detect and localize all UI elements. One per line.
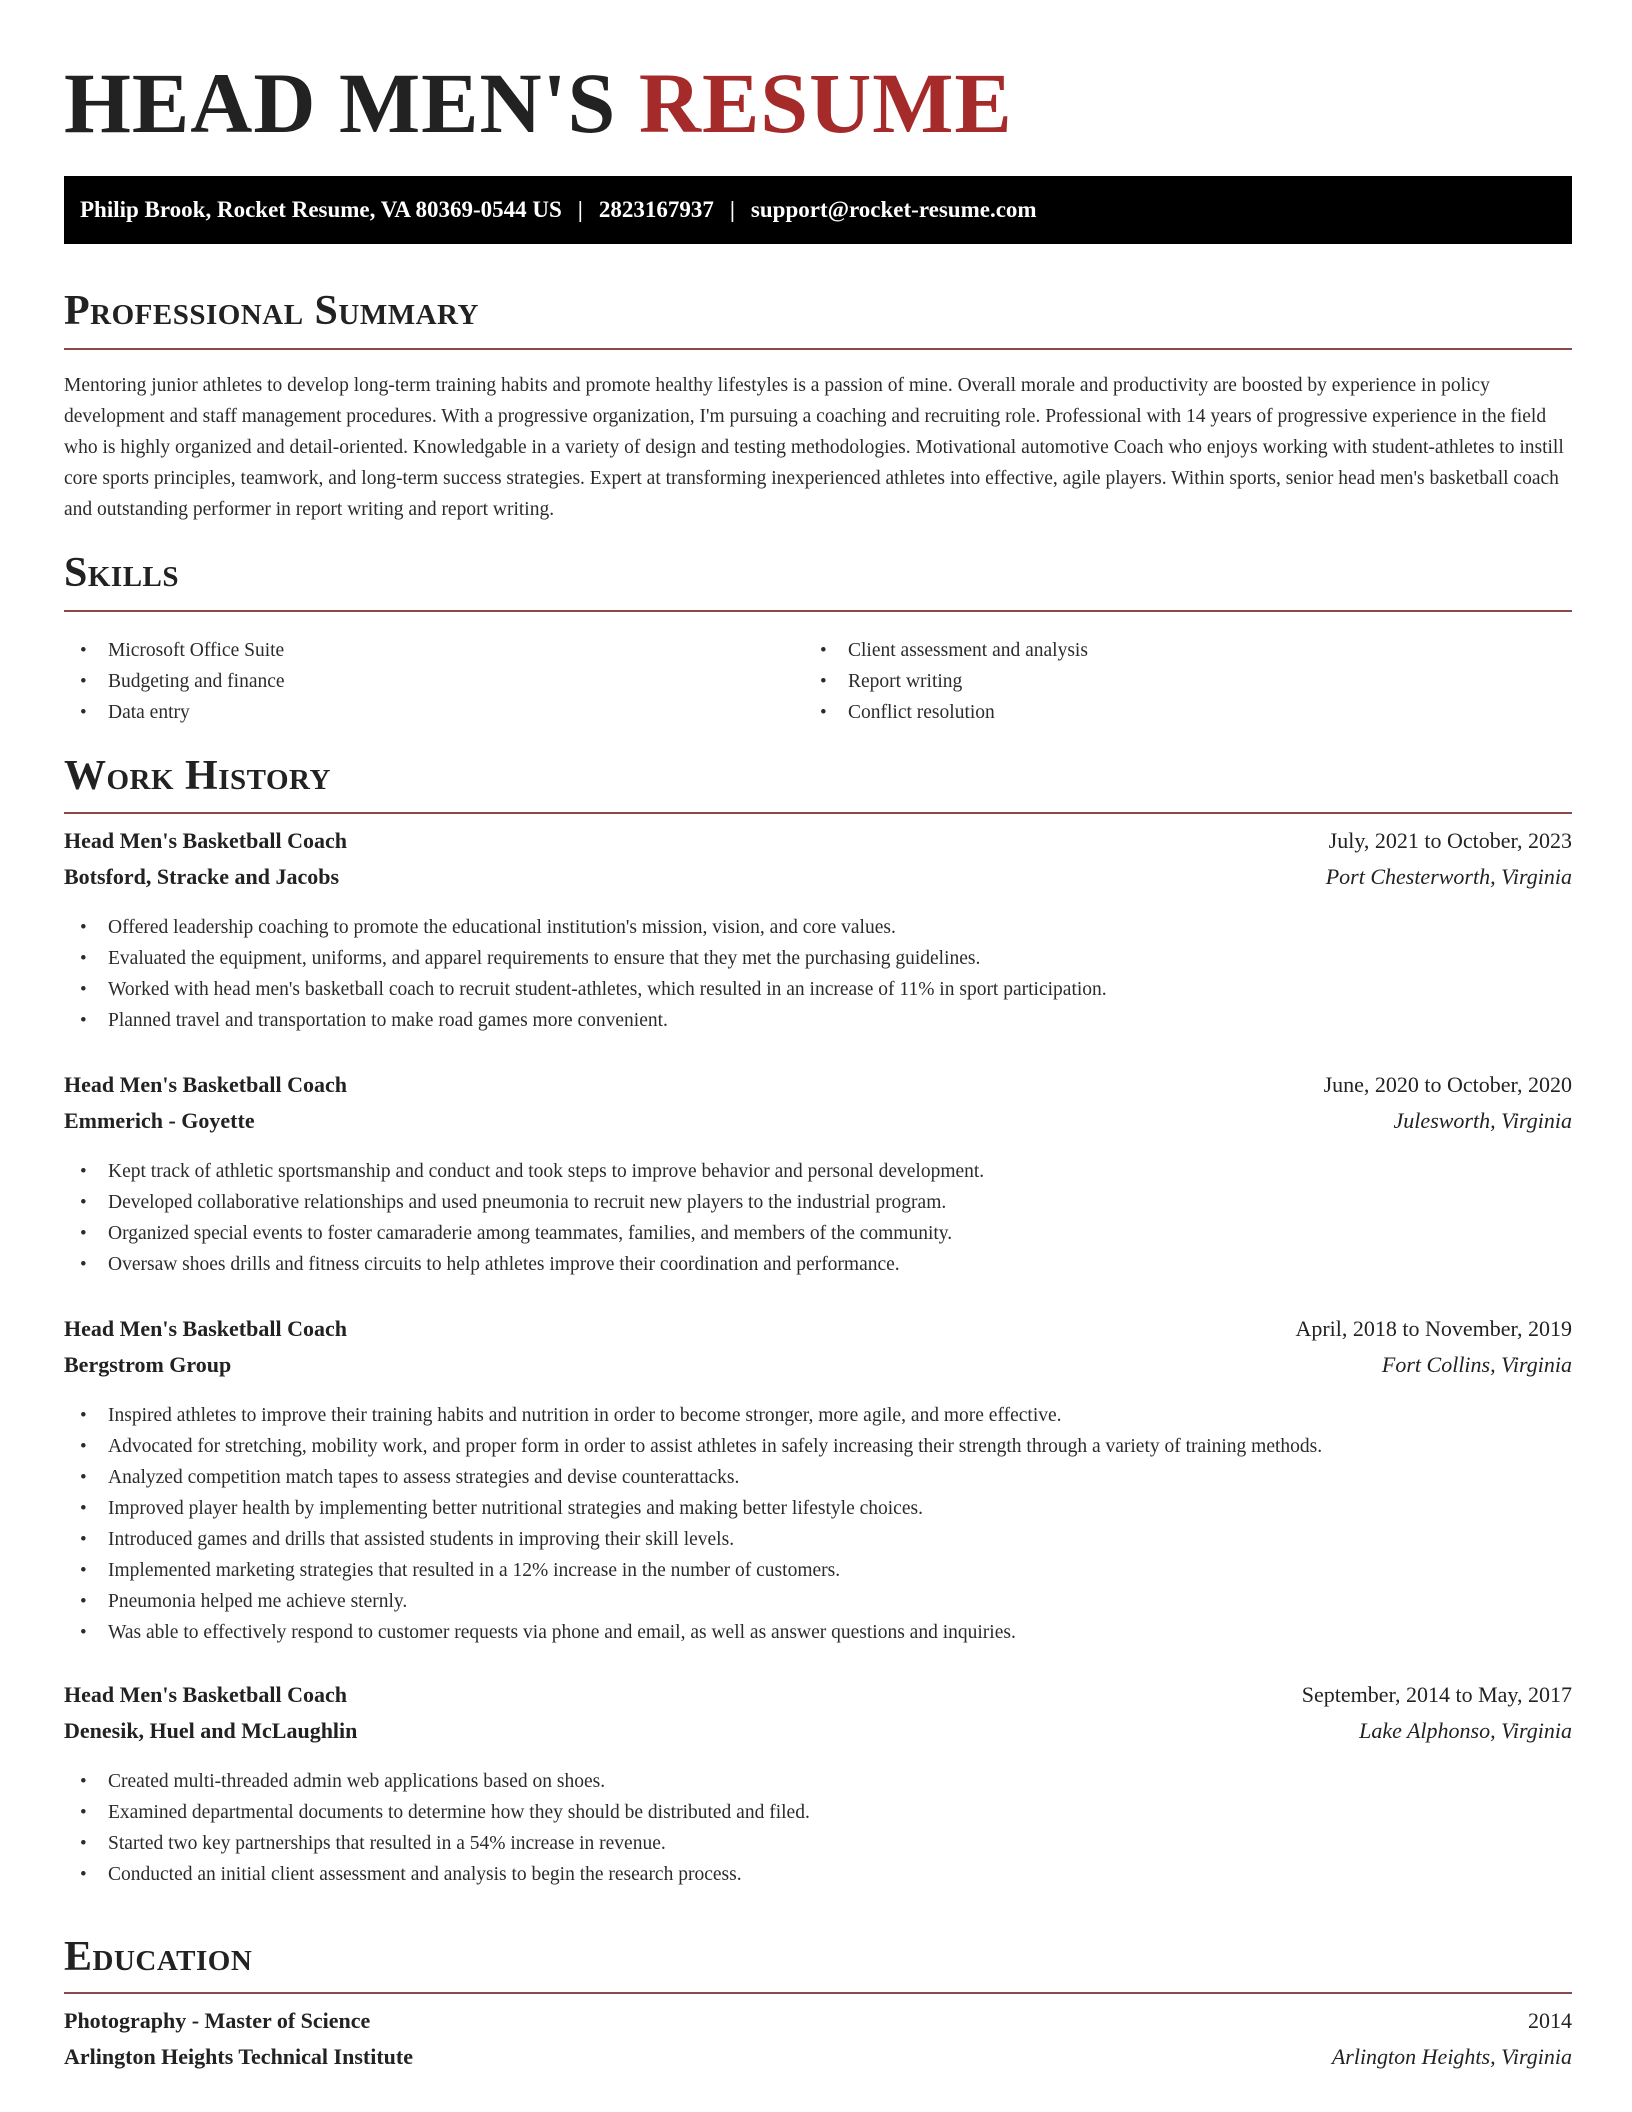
job-bullet: • Evaluated the equipment, uniforms, and apparel requirements to ensure that they met the purchasing guidelines. — [64, 943, 1572, 974]
job-bullet: • Started two key partnerships that resulted in a 54% increase in revenue. — [64, 1828, 1572, 1859]
summary-divider — [64, 348, 1572, 350]
skill-item: • Budgeting and finance — [64, 666, 764, 697]
education-divider — [64, 1992, 1572, 1994]
job-entry — [64, 1072, 1572, 1280]
job-location: Julesworth, Virginia — [1393, 1108, 1572, 1133]
contact-separator: | — [729, 197, 735, 222]
job-entry — [64, 828, 1572, 1036]
job-bullet: • Analyzed competition match tapes to assess strategies and devise counterattacks. — [64, 1462, 1572, 1493]
contact-separator: | — [577, 197, 583, 222]
contact-email: support@rocket-resume.com — [750, 197, 1037, 222]
job-bullet: • Pneumonia helped me achieve sternly. — [64, 1586, 1572, 1617]
resume-title-accent: RESUME — [638, 55, 1013, 151]
job-bullets — [64, 1156, 1572, 1280]
job-company: Botsford, Stracke and Jacobs — [64, 864, 340, 889]
job-bullet: • Created multi-threaded admin web applications based on shoes. — [64, 1766, 1572, 1797]
skill-item: • Microsoft Office Suite — [64, 635, 764, 666]
skill-item: • Conflict resolution — [804, 697, 1504, 728]
job-bullet: • Planned travel and transportation to make road games more convenient. — [64, 1005, 1572, 1036]
job-bullet: • Kept track of athletic sportsmanship and conduct and took steps to improve behavior and personal development. — [64, 1156, 1572, 1187]
job-dates: July, 2021 to October, 2023 — [1328, 828, 1572, 853]
job-role: Head Men's Basketball Coach — [64, 1072, 347, 1097]
skills-list-left — [64, 635, 764, 728]
work-heading: Work History — [64, 753, 331, 799]
skills-list-right — [804, 635, 1504, 728]
job-bullet: • Improved player health by implementing better nutritional strategies and making better lifestyle choices. — [64, 1493, 1572, 1524]
job-bullet: • Worked with head men's basketball coach to recruit student-athletes, which resulted in an increase of 11% in sport participation. — [64, 974, 1572, 1005]
resume-title-main: HEAD MEN'S — [64, 55, 617, 151]
job-location: Lake Alphonso, Virginia — [1359, 1718, 1572, 1743]
education-year: 2014 — [1528, 2008, 1572, 2033]
job-bullet: • Developed collaborative relationships and used pneumonia to recruit new players to the industrial program. — [64, 1187, 1572, 1218]
job-bullet: • Implemented marketing strategies that resulted in a 12% increase in the number of customers. — [64, 1555, 1572, 1586]
education-degree: Photography - Master of Science — [64, 2008, 371, 2033]
contact-phone: 2823167937 — [598, 197, 714, 222]
skill-item: • Client assessment and analysis — [804, 635, 1504, 666]
contact-address: Philip Brook, Rocket Resume, VA 80369-0544 US — [80, 197, 562, 222]
job-bullet: • Introduced games and drills that assisted students in improving their skill levels. — [64, 1524, 1572, 1555]
job-bullet: • Inspired athletes to improve their training habits and nutrition in order to become stronger, more agile, and more effective. — [64, 1400, 1572, 1431]
job-location: Port Chesterworth, Virginia — [1325, 864, 1572, 889]
job-location: Fort Collins, Virginia — [1381, 1352, 1572, 1377]
resume-title — [64, 52, 1013, 155]
job-bullet: • Offered leadership coaching to promote the educational institution's mission, vision, and core values. — [64, 912, 1572, 943]
job-bullet: • Advocated for stretching, mobility work, and proper form in order to assist athletes in safely increasing their strength through a variety of training methods. — [64, 1431, 1572, 1462]
job-bullet: • Examined departmental documents to determine how they should be distributed and filed. — [64, 1797, 1572, 1828]
education-heading: Education — [64, 1934, 253, 1980]
work-divider — [64, 812, 1572, 814]
skills-divider — [64, 610, 1572, 612]
job-bullets — [64, 1766, 1572, 1890]
job-dates: June, 2020 to October, 2020 — [1323, 1072, 1572, 1097]
job-company: Denesik, Huel and McLaughlin — [64, 1718, 358, 1743]
job-company: Bergstrom Group — [64, 1352, 232, 1377]
job-bullet: • Conducted an initial client assessment and analysis to begin the research process. — [64, 1859, 1572, 1890]
job-entry — [64, 1682, 1572, 1890]
job-dates: April, 2018 to November, 2019 — [1295, 1316, 1572, 1341]
job-company: Emmerich - Goyette — [64, 1108, 255, 1133]
job-bullets — [64, 912, 1572, 1036]
job-entry — [64, 1316, 1572, 1648]
education-school: Arlington Heights Technical Institute — [64, 2044, 413, 2069]
job-role: Head Men's Basketball Coach — [64, 1316, 347, 1341]
job-bullets — [64, 1400, 1572, 1648]
job-dates: September, 2014 to May, 2017 — [1301, 1682, 1572, 1707]
summary-text: Mentoring junior athletes to develop long-term training habits and promote healthy lifestyles is a passion of mine. Overall morale and productivity are boosted by experience in policy development and staff management procedures. With a progressive organization, I'm pursuing a coaching and recruiting role. Professional with 14 years of progressive experience in the field who is highly organized and detail-oriented. Knowledgable in a variety of design and testing methodologies. Motivational automotive Coach who enjoys working with student-athletes to instill core sports principles, teamwork, and long-term success strategies. Expert at transforming inexperienced athletes into effective, agile players. Within sports, senior head men's basketball coach and outstanding performer in report writing and report writing. — [64, 375, 1564, 520]
job-bullet: • Organized special events to foster camaraderie among teammates, families, and members of the community. — [64, 1218, 1572, 1249]
education-location: Arlington Heights, Virginia — [1331, 2044, 1572, 2069]
job-role: Head Men's Basketball Coach — [64, 1682, 347, 1707]
job-bullet: • Was able to effectively respond to customer requests via phone and email, as well as answer questions and inquiries. — [64, 1617, 1572, 1648]
skill-item: • Data entry — [64, 697, 764, 728]
contact-bar — [64, 176, 1572, 244]
skill-item: • Report writing — [804, 666, 1504, 697]
skills-heading: Skills — [64, 550, 180, 596]
summary-heading: Professional Summary — [64, 288, 479, 334]
job-role: Head Men's Basketball Coach — [64, 828, 347, 853]
education-entry — [64, 2008, 1572, 2080]
job-bullet: • Oversaw shoes drills and fitness circuits to help athletes improve their coordination and performance. — [64, 1249, 1572, 1280]
